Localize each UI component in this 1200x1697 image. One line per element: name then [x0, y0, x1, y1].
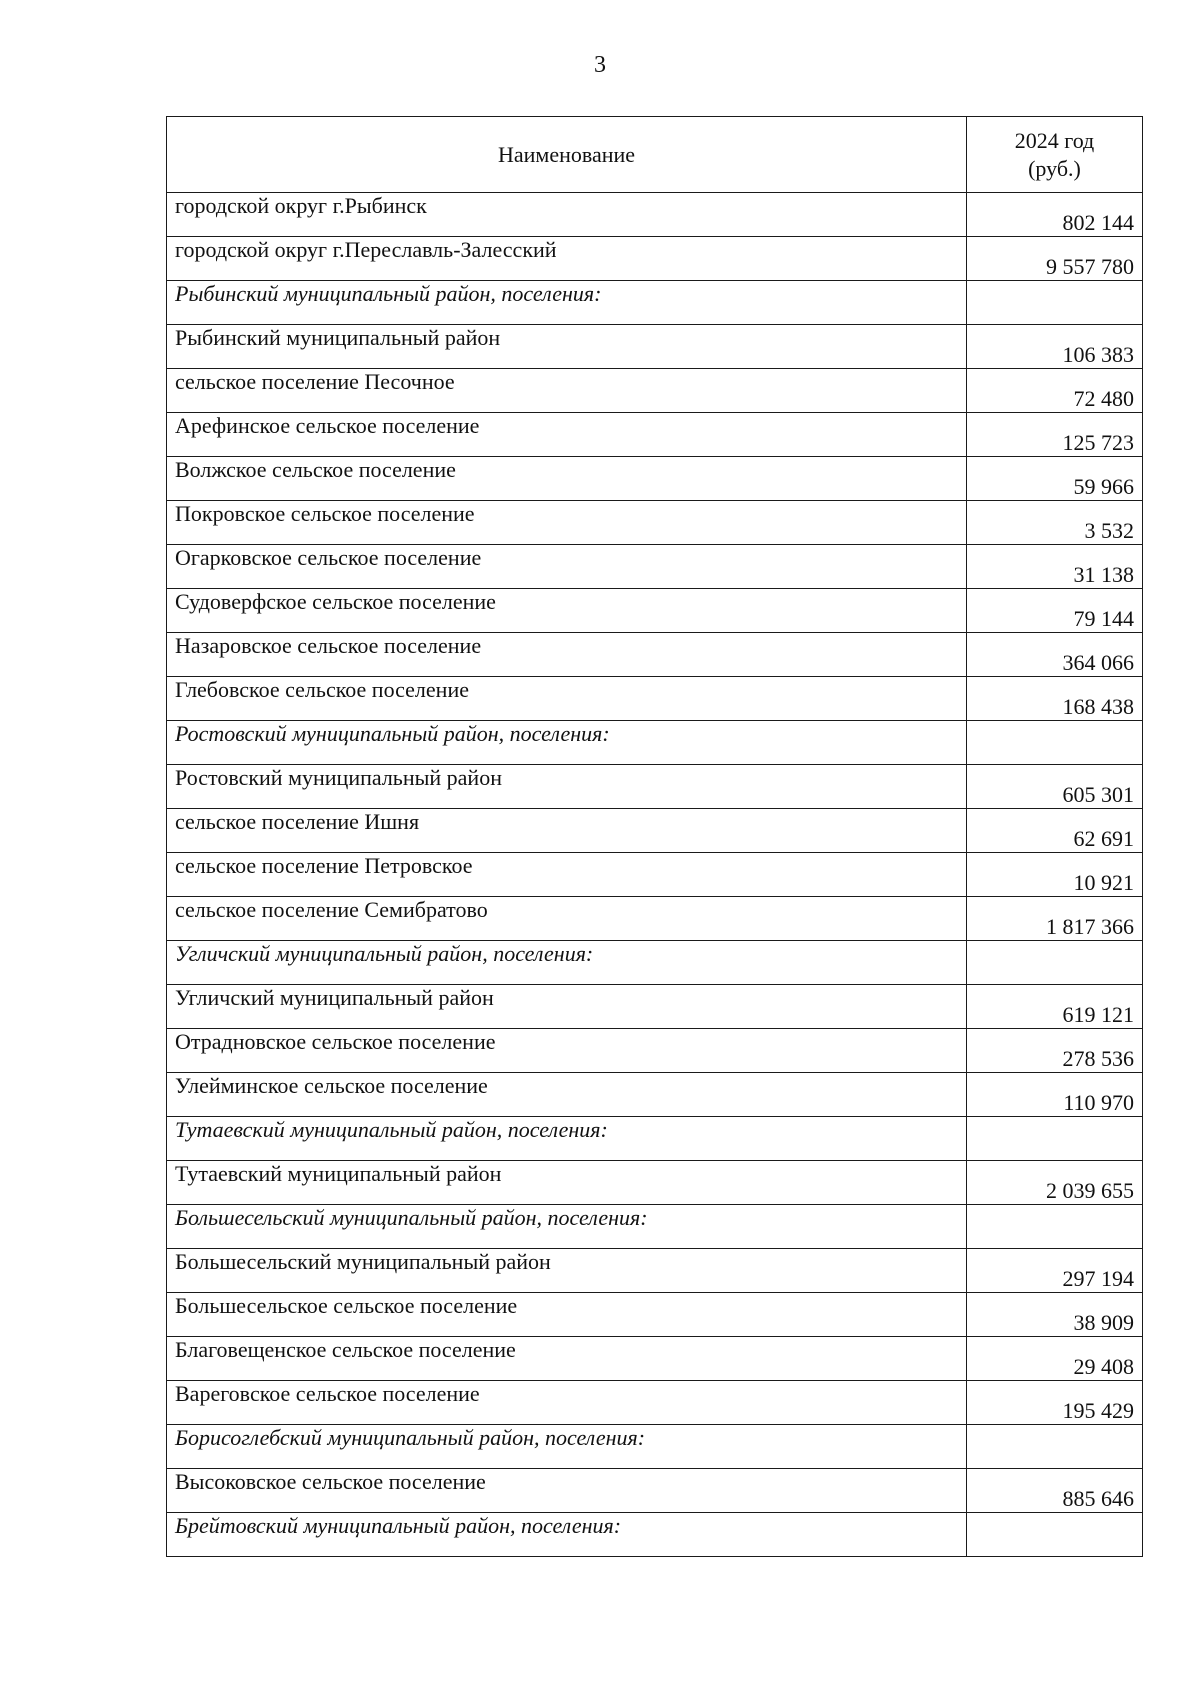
table-row: [167, 633, 1143, 677]
row-value: [967, 281, 1143, 325]
row-name: Улейминское сельское поселение: [167, 1073, 967, 1117]
row-value: 802 144: [967, 193, 1143, 237]
section-row: [167, 941, 1143, 985]
row-value: 278 536: [967, 1029, 1143, 1073]
row-name: Вареговское сельское поселение: [167, 1381, 967, 1425]
row-name: городской округ г.Рыбинск: [167, 193, 967, 237]
row-name: сельское поселение Песочное: [167, 369, 967, 413]
section-row: [167, 281, 1143, 325]
section-row: [167, 1117, 1143, 1161]
row-name: Благовещенское сельское поселение: [167, 1337, 967, 1381]
row-name: Судоверфское сельское поселение: [167, 589, 967, 633]
section-title: Борисоглебский муниципальный район, поселения:: [167, 1425, 967, 1469]
section-title: Угличский муниципальный район, поселения:: [167, 941, 967, 985]
row-value: 3 532: [967, 501, 1143, 545]
row-name: городской округ г.Переславль-Залесский: [167, 237, 967, 281]
row-name: Арефинское сельское поселение: [167, 413, 967, 457]
table-row: [167, 1381, 1143, 1425]
row-value: 79 144: [967, 589, 1143, 633]
row-value: 1 817 366: [967, 897, 1143, 941]
table-row: [167, 809, 1143, 853]
row-name: Большесельское сельское поселение: [167, 1293, 967, 1337]
section-title: Большесельский муниципальный район, поселения:: [167, 1205, 967, 1249]
table-row: [167, 1469, 1143, 1513]
section-row: [167, 1513, 1143, 1557]
row-name: Большесельский муниципальный район: [167, 1249, 967, 1293]
section-row: [167, 721, 1143, 765]
row-value: 10 921: [967, 853, 1143, 897]
table-row: [167, 237, 1143, 281]
table-row: [167, 193, 1143, 237]
table-row: [167, 1337, 1143, 1381]
section-title: Рыбинский муниципальный район, поселения:: [167, 281, 967, 325]
table-row: [167, 1249, 1143, 1293]
section-title: Ростовский муниципальный район, поселения:: [167, 721, 967, 765]
row-name: Угличский муниципальный район: [167, 985, 967, 1029]
page-number: 3: [594, 52, 606, 78]
row-name: Ростовский муниципальный район: [167, 765, 967, 809]
header-year: [967, 117, 1143, 193]
section-row: [167, 1425, 1143, 1469]
row-value: [967, 1205, 1143, 1249]
header-year-label: 2024 год: [1014, 127, 1095, 153]
table-row: [167, 985, 1143, 1029]
table-row: [167, 501, 1143, 545]
section-title: Тутаевский муниципальный район, поселения:: [167, 1117, 967, 1161]
row-value: 72 480: [967, 369, 1143, 413]
section-title: Брейтовский муниципальный район, поселения:: [167, 1513, 967, 1557]
table-row: [167, 1161, 1143, 1205]
row-name: Отрадновское сельское поселение: [167, 1029, 967, 1073]
table-row: [167, 413, 1143, 457]
table-row: [167, 589, 1143, 633]
row-name: Высоковское сельское поселение: [167, 1469, 967, 1513]
table-row: [167, 1293, 1143, 1337]
header-unit-label: (руб.): [1028, 155, 1081, 181]
row-value: [967, 721, 1143, 765]
row-value: [967, 1513, 1143, 1557]
row-value: 62 691: [967, 809, 1143, 853]
row-value: 29 408: [967, 1337, 1143, 1381]
row-value: [967, 1117, 1143, 1161]
table-row: [167, 369, 1143, 413]
row-value: 885 646: [967, 1469, 1143, 1513]
table-body: [167, 193, 1143, 1557]
table-row: [167, 897, 1143, 941]
row-value: 2 039 655: [967, 1161, 1143, 1205]
row-value: [967, 941, 1143, 985]
table-row: [167, 853, 1143, 897]
row-name: Огарковское сельское поселение: [167, 545, 967, 589]
row-value: 297 194: [967, 1249, 1143, 1293]
row-value: 9 557 780: [967, 237, 1143, 281]
table-header-row: [167, 117, 1143, 193]
row-value: 59 966: [967, 457, 1143, 501]
budget-table: [166, 116, 1143, 1557]
row-name: Волжское сельское поселение: [167, 457, 967, 501]
row-name: Тутаевский муниципальный район: [167, 1161, 967, 1205]
row-value: 125 723: [967, 413, 1143, 457]
row-name: сельское поселение Семибратово: [167, 897, 967, 941]
section-row: [167, 1205, 1143, 1249]
row-value: 106 383: [967, 325, 1143, 369]
row-value: 605 301: [967, 765, 1143, 809]
table-row: [167, 765, 1143, 809]
row-value: 31 138: [967, 545, 1143, 589]
table-row: [167, 1029, 1143, 1073]
header-name: Наименование: [167, 117, 967, 193]
row-name: Назаровское сельское поселение: [167, 633, 967, 677]
table-row: [167, 545, 1143, 589]
table-row: [167, 1073, 1143, 1117]
row-name: сельское поселение Петровское: [167, 853, 967, 897]
row-name: Рыбинский муниципальный район: [167, 325, 967, 369]
row-value: 619 121: [967, 985, 1143, 1029]
row-name: Покровское сельское поселение: [167, 501, 967, 545]
row-value: 38 909: [967, 1293, 1143, 1337]
row-value: [967, 1425, 1143, 1469]
row-name: Глебовское сельское поселение: [167, 677, 967, 721]
row-value: 195 429: [967, 1381, 1143, 1425]
row-name: сельское поселение Ишня: [167, 809, 967, 853]
table-row: [167, 325, 1143, 369]
row-value: 110 970: [967, 1073, 1143, 1117]
row-value: 364 066: [967, 633, 1143, 677]
table-row: [167, 457, 1143, 501]
row-value: 168 438: [967, 677, 1143, 721]
table-row: [167, 677, 1143, 721]
